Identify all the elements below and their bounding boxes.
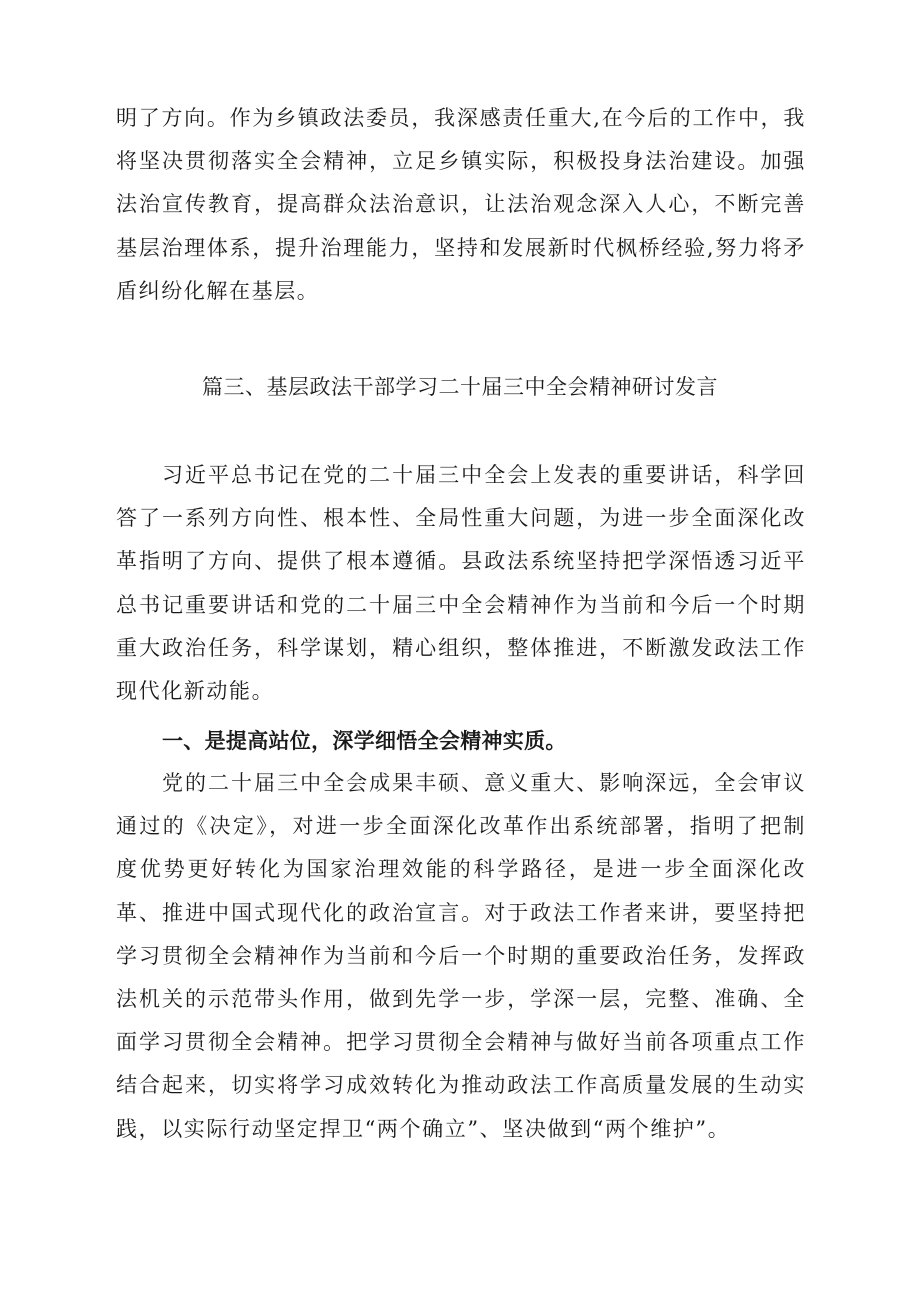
section-title: 篇三、基层政法干部学习二十届三中全会精神研讨发言	[202, 375, 718, 399]
continuation-paragraph: 明了方向。作为乡镇政法委员，我深感责任重大,在今后的工作中，我将坚决贯彻落实全会精神，立足乡镇实际，积极投身法治建设。加强法治宣传教育，提高群众法治意识，让法治观念深入人心，不断完善基层治理体系，提升治理能力，坚持和发展新时代枫桥经验,努力将矛盾纠纷化解在基层。	[116, 106, 806, 303]
subheading-1: 一、是提高站位，深学细悟全会精神实质。	[162, 729, 567, 753]
intro-paragraph: 习近平总书记在党的二十届三中全会上发表的重要讲话，科学回答了一系列方向性、根本性、全局性重大问题，为进一步全面深化改革指明了方向、提供了根本遵循。县政法系统坚持把学深悟透习近平总书记重要讲话和党的二十届三中全会精神作为当前和今后一个时期重大政治任务，科学谋划，精心组织，整体推进，不断激发政法工作现代化新动能。	[116, 463, 806, 704]
body-paragraph-1: 党的二十届三中全会成果丰硕、意义重大、影响深远，全会审议通过的《决定》，对进一步全面深化改革作出系统部署，指明了把制度优势更好转化为国家治理效能的科学路径，是进一步全面深化改革、推进中国式现代化的政治宣言。对于政法工作者来讲，要坚持把学习贯彻全会精神作为当前和今后一个时期的重要政治任务，发挥政法机关的示范带头作用，做到先学一步，学深一层，完整、准确、全面学习贯彻全会精神。把学习贯彻全会精神与做好当前各项重点工作结合起来，切实将学习成效转化为推动政法工作高质量发展的生动实践，以实际行动坚定捍卫“两个确立”、坚决做到“两个维护”。	[116, 771, 806, 1141]
